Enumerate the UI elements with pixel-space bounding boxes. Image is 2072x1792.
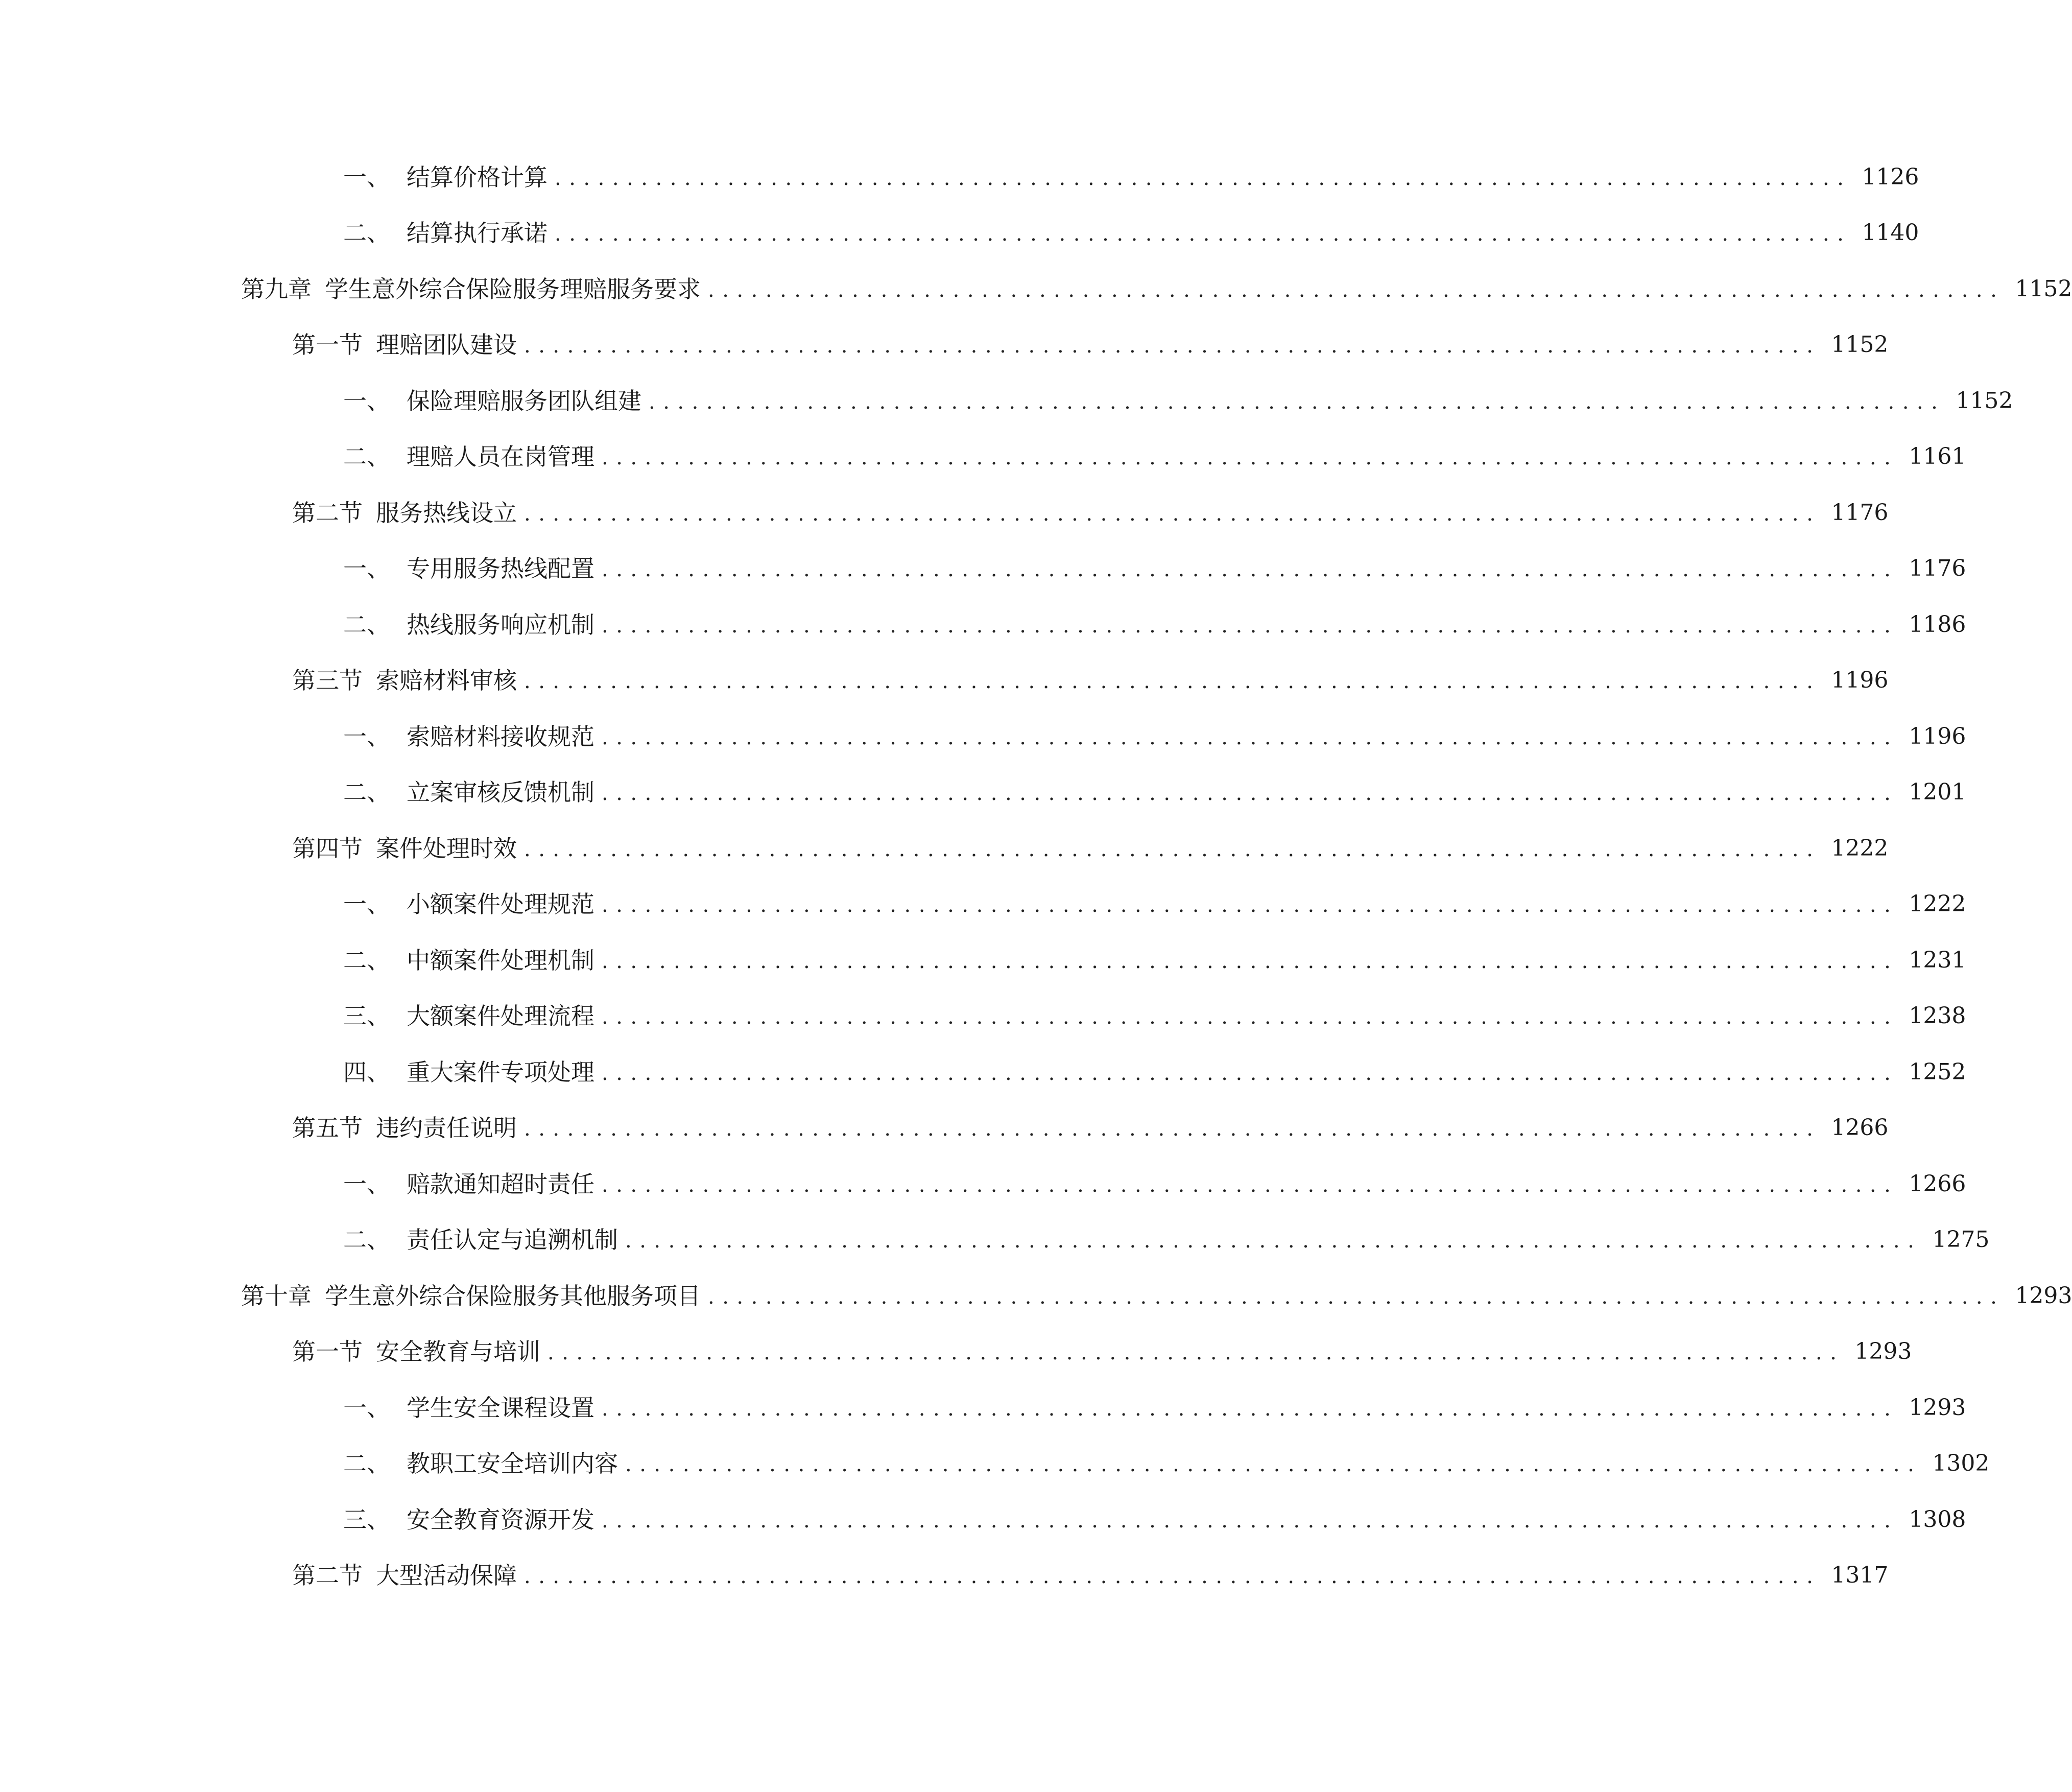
toc-dot-leader: .......................................................................................... xyxy=(555,166,1852,190)
toc-entry[interactable] xyxy=(0,261,2072,317)
toc-entry-number: 第四节 xyxy=(292,834,363,862)
toc-entry[interactable] xyxy=(0,932,1966,988)
toc-entry[interactable] xyxy=(0,1324,1912,1380)
toc-entry-number: 二、 xyxy=(343,1450,390,1478)
toc-entry-title: 赔款通知超时责任 xyxy=(407,1170,594,1198)
toc-entry[interactable] xyxy=(0,373,2013,429)
toc-dot-leader: .......................................................................................... xyxy=(524,334,1821,358)
toc-entry-number: 第一节 xyxy=(292,1338,363,1366)
toc-entry-title: 安全教育资源开发 xyxy=(407,1505,594,1534)
toc-entry-page-number: 1176 xyxy=(1831,499,1889,526)
toc-entry-number: 第一节 xyxy=(292,331,363,359)
toc-entry-number: 一、 xyxy=(343,555,390,583)
toc-entry-number: 二、 xyxy=(343,946,390,974)
toc-entry-title: 案件处理时效 xyxy=(376,834,517,862)
toc-entry-title: 学生安全课程设置 xyxy=(407,1394,594,1422)
toc-entry[interactable] xyxy=(0,1212,1990,1268)
toc-entry-title: 大额案件处理流程 xyxy=(407,1002,594,1030)
toc-entry-page-number: 1275 xyxy=(1932,1227,1990,1253)
toc-entry-number: 二、 xyxy=(343,219,390,247)
toc-dot-leader: .......................................................................................... xyxy=(602,614,1899,638)
toc-entry-number: 一、 xyxy=(343,1394,390,1422)
toc-entry[interactable] xyxy=(0,1380,1966,1436)
toc-dot-leader: .......................................................................................... xyxy=(547,1341,1845,1365)
toc-dot-leader: .......................................................................................... xyxy=(649,390,1946,414)
toc-dot-leader: .......................................................................................... xyxy=(524,670,1821,694)
toc-entry[interactable] xyxy=(0,1268,2072,1324)
toc-entry-number: 二、 xyxy=(343,779,390,807)
toc-entry[interactable] xyxy=(0,1044,1966,1100)
toc-dot-leader: .......................................................................................... xyxy=(602,949,1899,973)
toc-entry-page-number: 1293 xyxy=(1909,1394,1966,1421)
toc-entry-page-number: 1231 xyxy=(1909,947,1966,973)
toc-entry-number: 一、 xyxy=(343,1170,390,1198)
toc-dot-leader: .......................................................................................... xyxy=(602,446,1899,470)
toc-entry-page-number: 1317 xyxy=(1831,1562,1889,1589)
toc-entry-number: 第九章 xyxy=(241,275,312,303)
toc-entry-page-number: 1152 xyxy=(1831,332,1889,358)
toc-dot-leader: .......................................................................................... xyxy=(555,222,1852,246)
toc-entry[interactable] xyxy=(0,149,1919,205)
toc-entry-number: 第二节 xyxy=(292,499,363,527)
toc-entry-number: 一、 xyxy=(343,722,390,750)
toc-dot-leader: .......................................................................................... xyxy=(708,278,2005,302)
toc-dot-leader: .......................................................................................... xyxy=(625,1229,1922,1253)
toc-entry-title: 理赔团队建设 xyxy=(376,331,517,359)
toc-entry[interactable] xyxy=(0,820,1889,877)
toc-entry[interactable] xyxy=(0,877,1966,933)
toc-entry-page-number: 1201 xyxy=(1909,779,1966,806)
toc-entry[interactable] xyxy=(0,1436,1990,1492)
toc-dot-leader: .......................................................................................... xyxy=(524,1565,1821,1589)
toc-entry-number: 一、 xyxy=(343,387,390,415)
toc-entry-page-number: 1152 xyxy=(2015,275,2072,302)
toc-entry-number: 第二节 xyxy=(292,1562,363,1590)
toc-entry[interactable] xyxy=(0,1492,1966,1548)
toc-dot-leader: .......................................................................................... xyxy=(602,1005,1899,1029)
toc-dot-leader: .......................................................................................... xyxy=(602,893,1899,917)
toc-entry-page-number: 1222 xyxy=(1909,891,1966,917)
toc-dot-leader: .......................................................................................... xyxy=(524,1117,1821,1141)
toc-entry-page-number: 1176 xyxy=(1909,555,1966,582)
toc-dot-leader: .......................................................................................... xyxy=(708,1285,2005,1309)
toc-entry-title: 结算执行承诺 xyxy=(407,219,547,247)
toc-entry-page-number: 1222 xyxy=(1831,835,1889,861)
toc-entry-number: 三、 xyxy=(343,1505,390,1534)
toc-entry-page-number: 1140 xyxy=(1862,220,1919,246)
toc-entry-page-number: 1293 xyxy=(1854,1338,1912,1365)
toc-entry-number: 二、 xyxy=(343,1226,390,1254)
toc-entry-page-number: 1293 xyxy=(2015,1282,2072,1309)
toc-dot-leader: .......................................................................................... xyxy=(602,1061,1899,1085)
toc-entry-title: 理赔人员在岗管理 xyxy=(407,443,594,471)
toc-dot-leader: .......................................................................................... xyxy=(602,725,1899,749)
toc-dot-leader: .......................................................................................... xyxy=(602,1173,1899,1197)
toc-entry[interactable] xyxy=(0,709,1966,765)
toc-entry-number: 三、 xyxy=(343,1002,390,1030)
toc-entry-page-number: 1252 xyxy=(1909,1058,1966,1085)
toc-entry-title: 结算价格计算 xyxy=(407,163,547,191)
toc-entry-title: 中额案件处理机制 xyxy=(407,946,594,974)
toc-dot-leader: .......................................................................................... xyxy=(602,1397,1899,1421)
toc-entry-title: 责任认定与追溯机制 xyxy=(407,1226,618,1254)
toc-entry-title: 学生意外综合保险服务理赔服务要求 xyxy=(325,275,701,303)
toc-entry-number: 第十章 xyxy=(241,1282,312,1310)
toc-entry-number: 一、 xyxy=(343,163,390,191)
toc-entry-number: 二、 xyxy=(343,443,390,471)
toc-entry-title: 索赔材料审核 xyxy=(376,667,517,695)
toc-entry[interactable] xyxy=(0,205,1919,262)
toc-entry-title: 立案审核反馈机制 xyxy=(407,779,594,807)
toc-entry-title: 违约责任说明 xyxy=(376,1114,517,1142)
toc-entry-page-number: 1161 xyxy=(1909,443,1966,470)
toc-entry-number: 四、 xyxy=(343,1058,390,1086)
toc-entry-title: 大型活动保障 xyxy=(376,1562,517,1590)
toc-entry[interactable] xyxy=(0,317,1889,373)
toc-entry[interactable] xyxy=(0,1548,1889,1604)
toc-entry-page-number: 1196 xyxy=(1831,667,1889,694)
toc-entry-title: 专用服务热线配置 xyxy=(407,555,594,583)
toc-entry[interactable] xyxy=(0,597,1966,653)
toc-entry-title: 安全教育与培训 xyxy=(376,1338,540,1366)
toc-entry[interactable] xyxy=(0,988,1966,1045)
toc-entry-title: 学生意外综合保险服务其他服务项目 xyxy=(325,1282,701,1310)
toc-entry-title: 服务热线设立 xyxy=(376,499,517,527)
toc-entry-title: 小额案件处理规范 xyxy=(407,890,594,918)
toc-dot-leader: .......................................................................................... xyxy=(524,837,1821,861)
toc-dot-leader: .......................................................................................... xyxy=(602,782,1899,806)
toc-entry-title: 热线服务响应机制 xyxy=(407,610,594,639)
toc-entry-number: 一、 xyxy=(343,890,390,918)
toc-dot-leader: .......................................................................................... xyxy=(602,1508,1899,1532)
toc-entry-page-number: 1196 xyxy=(1909,723,1966,749)
table-of-contents xyxy=(0,149,2072,1604)
toc-entry-page-number: 1266 xyxy=(1909,1170,1966,1197)
toc-entry-title: 重大案件专项处理 xyxy=(407,1058,594,1086)
toc-dot-leader: .......................................................................................... xyxy=(602,558,1899,582)
toc-dot-leader: .......................................................................................... xyxy=(524,502,1821,526)
toc-entry[interactable] xyxy=(0,765,1966,821)
toc-entry-title: 索赔材料接收规范 xyxy=(407,722,594,750)
toc-entry[interactable] xyxy=(0,485,1889,541)
toc-entry-number: 第五节 xyxy=(292,1114,363,1142)
toc-dot-leader: .......................................................................................... xyxy=(625,1453,1922,1477)
toc-entry[interactable] xyxy=(0,1100,1889,1157)
toc-entry-page-number: 1126 xyxy=(1862,163,1919,190)
toc-entry-title: 教职工安全培训内容 xyxy=(407,1450,618,1478)
toc-entry-number: 二、 xyxy=(343,610,390,639)
toc-entry[interactable] xyxy=(0,541,1966,597)
toc-entry[interactable] xyxy=(0,1156,1966,1212)
toc-entry-page-number: 1302 xyxy=(1932,1450,1990,1477)
toc-entry-page-number: 1152 xyxy=(1956,387,2013,414)
toc-entry[interactable] xyxy=(0,653,1889,709)
toc-entry-page-number: 1186 xyxy=(1909,611,1966,638)
toc-entry-page-number: 1308 xyxy=(1909,1506,1966,1532)
toc-entry[interactable] xyxy=(0,429,1966,485)
toc-entry-page-number: 1238 xyxy=(1909,1003,1966,1029)
toc-entry-number: 第三节 xyxy=(292,667,363,695)
toc-entry-page-number: 1266 xyxy=(1831,1115,1889,1141)
toc-entry-title: 保险理赔服务团队组建 xyxy=(407,387,641,415)
